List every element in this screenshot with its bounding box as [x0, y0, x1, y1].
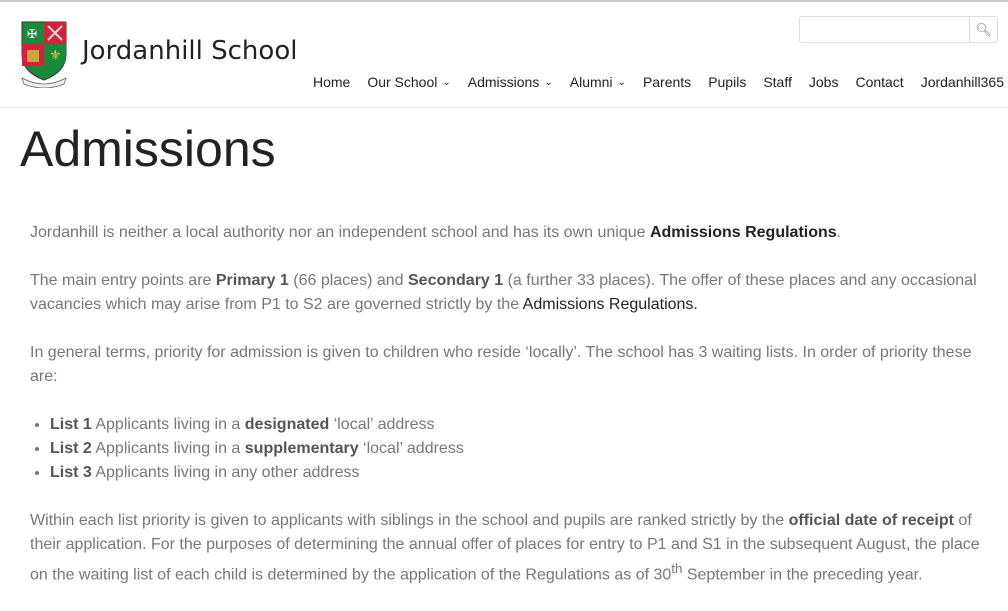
text: ‘local’ address: [358, 440, 464, 457]
svg-text:✠: ✠: [27, 27, 38, 41]
nav-jobs[interactable]: Jobs: [808, 74, 839, 90]
search-input[interactable]: [800, 17, 969, 42]
nav-alumni[interactable]: [570, 74, 626, 90]
site-title[interactable]: Jordanhill School: [82, 36, 298, 66]
nav-staff[interactable]: Staff: [763, 74, 792, 90]
bold-text: Secondary 1: [408, 272, 504, 289]
priority-paragraph: In general terms, priority for admission is given to children who reside ‘locally’. The school has 3 waiting lists. In order of priority these are:: [30, 344, 972, 385]
admissions-regulations-link[interactable]: Admissions Regulations.: [522, 296, 698, 313]
intro-paragraph: [30, 221, 990, 245]
nav-parents[interactable]: Parents: [642, 74, 692, 90]
list-item: [50, 413, 990, 437]
superscript: th: [671, 561, 683, 576]
nav-home[interactable]: [313, 74, 350, 90]
text: Applicants living in a: [91, 416, 245, 433]
svg-text:⚜: ⚜: [49, 47, 62, 63]
text: (66 places) and: [288, 272, 408, 289]
text: Within each list priority is given to applicants with siblings in the school and pupils are ranked strictly by the: [30, 512, 789, 529]
bold-text: designated: [244, 416, 330, 433]
bold-text: Primary 1: [215, 272, 289, 289]
search-icon: 🔍︎: [975, 21, 992, 37]
text: September in the preceding year.: [682, 566, 923, 584]
chevron-down-icon: ⌄: [544, 76, 553, 88]
search-button[interactable]: [969, 17, 997, 42]
text: The main entry points are: [30, 272, 216, 289]
nav-pupils[interactable]: Pupils: [708, 74, 747, 90]
chevron-down-icon: ⌄: [617, 76, 626, 88]
bold-text: supplementary: [244, 440, 359, 457]
main-nav: [313, 74, 1004, 90]
admissions-regulations-link[interactable]: Admissions Regulations: [649, 224, 837, 241]
nav-admissions[interactable]: [468, 74, 553, 90]
page-content: [30, 221, 990, 611]
nav-label: Our School: [367, 74, 438, 90]
text: ‘local’ address: [329, 416, 435, 433]
search-box: [799, 16, 998, 43]
list-item: [50, 461, 990, 485]
page-title: Admissions: [20, 121, 276, 177]
list-name: List 3: [50, 464, 92, 481]
bold-text: official date of receipt: [788, 512, 954, 529]
text: Applicants living in a: [91, 440, 245, 457]
waiting-lists: [50, 413, 990, 485]
nav-jordanhill365[interactable]: Jordanhill365: [920, 74, 1004, 90]
text: (a further 33 places). The offer of these places and any occasional vacancies which may arise from P1 to S2 are governed strictly by the: [30, 272, 977, 313]
ranking-paragraph: [30, 509, 990, 587]
entry-points-paragraph: [30, 269, 990, 317]
text: .: [836, 224, 842, 241]
nav-our-school[interactable]: [367, 74, 450, 90]
text: Applicants living in any other address: [91, 464, 360, 481]
school-crest-logo[interactable]: [20, 20, 68, 88]
site-header: [0, 2, 1008, 108]
chevron-down-icon: ⌄: [442, 76, 451, 88]
list-name: List 2: [50, 440, 92, 457]
list-item: [50, 437, 990, 461]
text: Jordanhill is neither a local authority nor an independent school and has its own unique: [30, 224, 650, 241]
nav-label: Admissions: [467, 74, 540, 90]
text: of their application. For the purposes of determining the annual offer of places for entry to P1 and S1 in the subsequent August, the place on the waiting list of each child is determined by the application of the Regulations as of 30: [30, 512, 980, 584]
nav-label: Home: [312, 74, 351, 90]
nav-contact[interactable]: Contact: [855, 74, 904, 90]
list-name: List 1: [50, 416, 92, 433]
nav-label: Alumni: [569, 74, 613, 90]
